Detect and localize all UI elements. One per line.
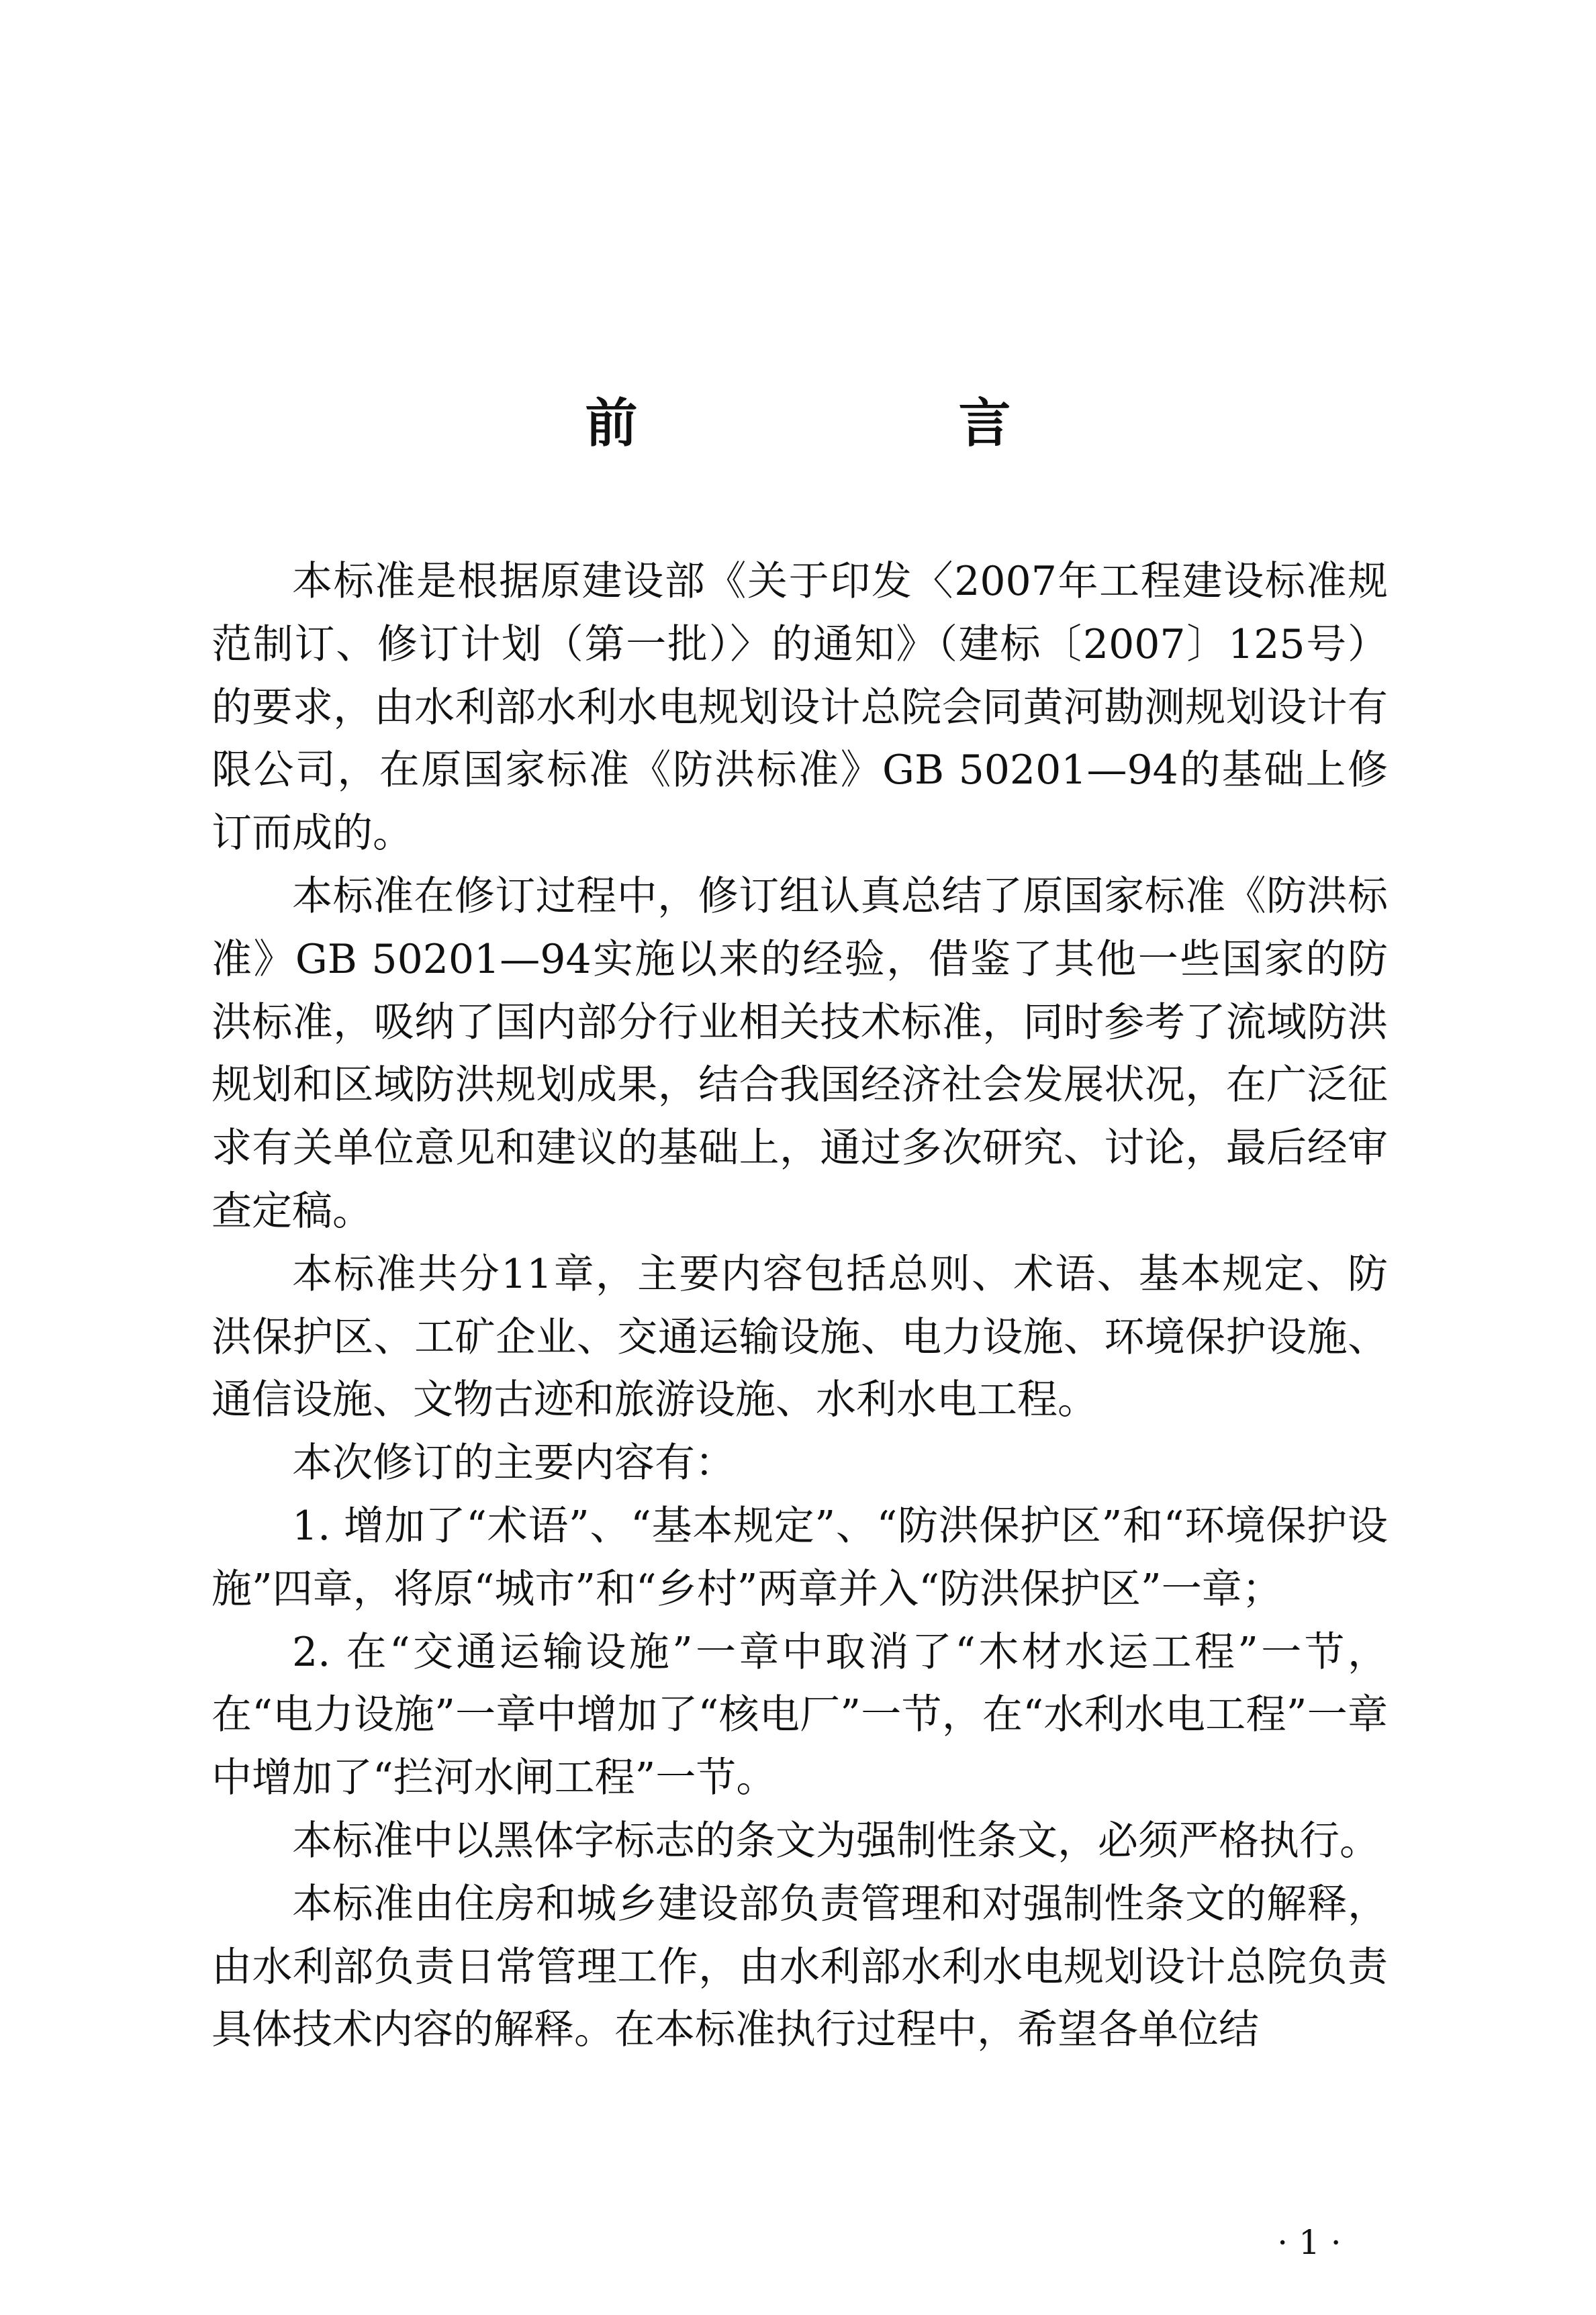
paragraph-chapters: 本标准共分11章，主要内容包括总则、术语、基本规定、防洪保护区、工矿企业、交通运输设施、电力设施、环境保护设施、通信设施、文物古迹和旅游设施、水利水电工程。: [212, 1250, 1388, 1424]
paragraph-change-2: 2. 在“交通运输设施”一章中取消了“木材水运工程”一节，在“电力设施”一章中增加了“核电厂”一节，在“水利水电工程”一章中增加了“拦河水闸工程”一节。: [212, 1628, 1388, 1802]
paragraph-basis: 本标准是根据原建设部《关于印发〈2007年工程建设标准规范制订、修订计划（第一批）〉的通知》（建标〔2007〕125号）的要求，由水利部水利水电规划设计总院会同黄河勘测规划设计有限公司，在原国家标准《防洪标准》GB 50201—94的基础上修订而成的。: [212, 558, 1388, 857]
preface-body: [212, 551, 1388, 2062]
paragraph-management: 本标准由住房和城乡建设部负责管理和对强制性条文的解释，由水利部负责日常管理工作，由水利部水利水电规划设计总院负责具体技术内容的解释。在本标准执行过程中，希望各单位结: [212, 1880, 1388, 2054]
paragraph-change-1: 1. 增加了“术语”、“基本规定”、“防洪保护区”和“环境保护设施”四章，将原“城市”和“乡村”两章并入“防洪保护区”一章；: [212, 1502, 1388, 1613]
page-number: · 1 ·: [1277, 2223, 1342, 2262]
paragraph-mandatory-clauses: 本标准中以黑体字标志的条文为强制性条文，必须严格执行。: [292, 1817, 1380, 1864]
paragraph-main-changes-intro: 本次修订的主要内容有：: [292, 1439, 735, 1487]
paragraph-revision-process: 本标准在修订过程中，修订组认真总结了原国家标准《防洪标准》GB 50201—94实施以来的经验，借鉴了其他一些国家的防洪标准，吸纳了国内部分行业相关技术标准，同时参考了流域防洪规划和区域防洪规划成果，结合我国经济社会发展状况，在广泛征求有关单位意见和建议的基础上，通过多次研究、讨论，最后经审查定稿。: [212, 872, 1388, 1235]
page-title: 前 言: [585, 393, 1145, 455]
